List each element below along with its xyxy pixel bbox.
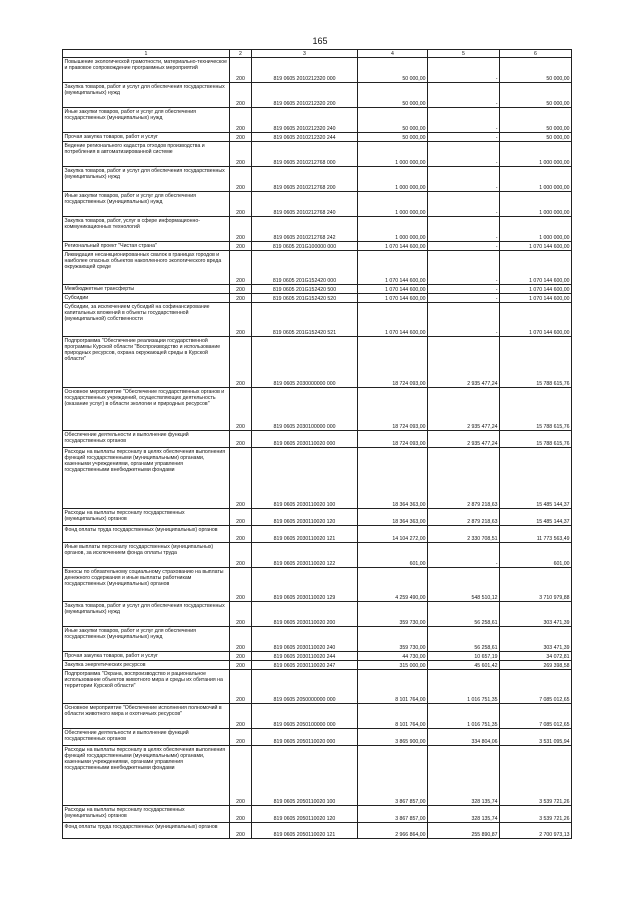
approved-amount: 1 070 144 600,00 [358, 251, 428, 285]
executed-amount: - [428, 294, 500, 303]
approved-amount: 3 865 900,00 [358, 729, 428, 746]
executed-amount: 2 330 708,51 [428, 526, 500, 543]
unexecuted-amount: 269 398,58 [500, 661, 572, 670]
row-name: Основное мероприятие "Обеспечение государственных органов и государственных учреждений, осуществляющих деятельность (оказание услуг) в области экологии и природных ресурсов" [63, 388, 230, 431]
table-row [63, 337, 572, 388]
budget-classification-code: 819 0605 2030100000 000 [252, 388, 358, 431]
table-row [63, 303, 572, 337]
executed-amount: - [428, 83, 500, 108]
table-row [63, 746, 572, 806]
approved-amount: 2 966 864,00 [358, 823, 428, 839]
line-code: 200 [230, 337, 252, 388]
line-code: 200 [230, 303, 252, 337]
executed-amount: 2 879 218,63 [428, 509, 500, 526]
line-code: 200 [230, 704, 252, 729]
budget-classification-code: 819 0605 2010212768 240 [252, 192, 358, 217]
executed-amount: 255 890,87 [428, 823, 500, 839]
executed-amount: - [428, 242, 500, 251]
budget-classification-code: 819 0605 2010212768 200 [252, 167, 358, 192]
approved-amount: 359 730,00 [358, 627, 428, 652]
row-name: Фонд оплаты труда государственных (муниципальных) органов [63, 526, 230, 543]
budget-classification-code: 819 0605 2010212320 000 [252, 58, 358, 83]
approved-amount: 50 000,00 [358, 108, 428, 133]
unexecuted-amount: 11 773 563,49 [500, 526, 572, 543]
line-code: 200 [230, 285, 252, 294]
table-row [63, 670, 572, 704]
line-code: 200 [230, 431, 252, 448]
line-code: 200 [230, 242, 252, 251]
executed-amount: - [428, 217, 500, 242]
row-name: Повышение экологической грамотности, материально-техническое и правовое сопровождение программных мероприятий [63, 58, 230, 83]
approved-amount: 50 000,00 [358, 133, 428, 142]
unexecuted-amount: 303 471,39 [500, 627, 572, 652]
executed-amount: 56 258,61 [428, 627, 500, 652]
unexecuted-amount: 50 000,00 [500, 133, 572, 142]
row-name: Иные закупки товаров, работ и услуг для обеспечения государственных (муниципальных) нужд [63, 192, 230, 217]
row-name: Региональный проект "Чистая страна" [63, 242, 230, 251]
approved-amount: 18 724 093,00 [358, 388, 428, 431]
budget-classification-code: 819 0605 201G152420 000 [252, 251, 358, 285]
unexecuted-amount: 15 788 615,76 [500, 337, 572, 388]
executed-amount: 328 135,74 [428, 806, 500, 823]
table-row [63, 388, 572, 431]
approved-amount: 1 070 144 600,00 [358, 242, 428, 251]
unexecuted-amount: 34 072,81 [500, 652, 572, 661]
unexecuted-amount: 15 485 144,37 [500, 448, 572, 509]
unexecuted-amount: 3 539 721,26 [500, 806, 572, 823]
unexecuted-amount: 50 000,00 [500, 83, 572, 108]
table-row [63, 83, 572, 108]
line-code: 200 [230, 58, 252, 83]
table-row [63, 568, 572, 602]
budget-classification-code: 819 0605 2010212768 242 [252, 217, 358, 242]
approved-amount: 50 000,00 [358, 58, 428, 83]
table-row [63, 543, 572, 568]
column-header: 2 [230, 50, 252, 58]
approved-amount: 14 104 272,00 [358, 526, 428, 543]
table-row [63, 627, 572, 652]
table-row [63, 242, 572, 251]
approved-amount: 1 000 000,00 [358, 167, 428, 192]
budget-classification-code: 819 0605 2030110020 120 [252, 509, 358, 526]
line-code: 200 [230, 526, 252, 543]
unexecuted-amount: 1 000 000,00 [500, 167, 572, 192]
unexecuted-amount: 3 531 095,94 [500, 729, 572, 746]
budget-classification-code: 819 0605 2050100000 000 [252, 704, 358, 729]
column-header: 6 [500, 50, 572, 58]
unexecuted-amount: 7 085 012,65 [500, 670, 572, 704]
line-code: 200 [230, 388, 252, 431]
line-code: 200 [230, 806, 252, 823]
budget-classification-code: 819 0605 201G100000 000 [252, 242, 358, 251]
executed-amount: - [428, 251, 500, 285]
budget-classification-code: 819 0605 2030110020 000 [252, 431, 358, 448]
budget-classification-code: 819 0605 2030110020 240 [252, 627, 358, 652]
row-name: Фонд оплаты труда государственных (муниципальных) органов [63, 823, 230, 839]
table-row [63, 661, 572, 670]
approved-amount: 315 000,00 [358, 661, 428, 670]
unexecuted-amount: 15 788 615,76 [500, 431, 572, 448]
executed-amount: - [428, 167, 500, 192]
table-row [63, 192, 572, 217]
table-row [63, 133, 572, 142]
row-name: Иные закупки товаров, работ и услуг для обеспечения государственных (муниципальных) нужд [63, 108, 230, 133]
row-name: Подпрограмма "Охрана, воспроизводство и рациональное использование объектов животного мира и среды их обитания на территории Курской области" [63, 670, 230, 704]
row-name: Межбюджетные трансферты [63, 285, 230, 294]
table-row [63, 217, 572, 242]
row-name: Иные закупки товаров, работ и услуг для обеспечения государственных (муниципальных) нужд [63, 627, 230, 652]
row-name: Закупка товаров, работ и услуг для обеспечения государственных (муниципальных) нужд [63, 83, 230, 108]
row-name: Субсидии [63, 294, 230, 303]
budget-classification-code: 819 0605 2030110020 247 [252, 661, 358, 670]
unexecuted-amount: 601,00 [500, 543, 572, 568]
table-row [63, 602, 572, 627]
approved-amount: 3 867 857,00 [358, 746, 428, 806]
row-name: Расходы на выплаты персоналу государственных (муниципальных) органов [63, 509, 230, 526]
line-code: 200 [230, 627, 252, 652]
unexecuted-amount: 50 000,00 [500, 108, 572, 133]
unexecuted-amount: 1 070 144 600,00 [500, 285, 572, 294]
approved-amount: 18 724 093,00 [358, 431, 428, 448]
table-row [63, 526, 572, 543]
row-name: Закупка товаров, работ и услуг для обеспечения государственных (муниципальных) нужд [63, 167, 230, 192]
row-name: Обеспечение деятельности и выполнение функций государственных органов [63, 729, 230, 746]
executed-amount: 2 935 477,24 [428, 388, 500, 431]
line-code: 200 [230, 294, 252, 303]
table-row [63, 285, 572, 294]
budget-classification-code: 819 0605 2050110020 100 [252, 746, 358, 806]
table-row [63, 108, 572, 133]
unexecuted-amount: 7 085 012,65 [500, 704, 572, 729]
approved-amount: 18 364 363,00 [358, 509, 428, 526]
executed-amount: - [428, 543, 500, 568]
executed-amount: 334 804,06 [428, 729, 500, 746]
row-name: Подпрограмма "Обеспечение реализации государственной программы Курской области "Воспроизводство и использование природных ресурсов, охрана окружающей среды в Курской области" [63, 337, 230, 388]
executed-amount: 45 601,42 [428, 661, 500, 670]
budget-classification-code: 819 0605 2050000000 000 [252, 670, 358, 704]
line-code: 200 [230, 83, 252, 108]
executed-amount: - [428, 108, 500, 133]
line-code: 200 [230, 661, 252, 670]
approved-amount: 50 000,00 [358, 83, 428, 108]
executed-amount: 56 258,61 [428, 602, 500, 627]
approved-amount: 8 101 764,00 [358, 670, 428, 704]
table-row [63, 652, 572, 661]
unexecuted-amount: 1 000 000,00 [500, 217, 572, 242]
approved-amount: 1 070 144 600,00 [358, 303, 428, 337]
executed-amount: 2 935 477,24 [428, 431, 500, 448]
table-row [63, 729, 572, 746]
line-code: 200 [230, 729, 252, 746]
executed-amount: 2 879 218,63 [428, 448, 500, 509]
approved-amount: 601,00 [358, 543, 428, 568]
unexecuted-amount: 1 070 144 600,00 [500, 242, 572, 251]
table-row [63, 58, 572, 83]
column-number-row [63, 50, 572, 58]
budget-classification-code: 819 0605 2050110020 121 [252, 823, 358, 839]
line-code: 200 [230, 652, 252, 661]
executed-amount: 548 510,12 [428, 568, 500, 602]
unexecuted-amount: 1 070 144 600,00 [500, 251, 572, 285]
approved-amount: 18 364 363,00 [358, 448, 428, 509]
row-name: Ведение регионального кадастра отходов производства и потребления в автоматизированной системе [63, 142, 230, 167]
executed-amount: - [428, 133, 500, 142]
budget-classification-code: 819 0605 2050110020 000 [252, 729, 358, 746]
row-name: Закупка энергетических ресурсов [63, 661, 230, 670]
executed-amount: 328 135,74 [428, 746, 500, 806]
table-row [63, 448, 572, 509]
line-code: 200 [230, 192, 252, 217]
line-code: 200 [230, 823, 252, 839]
line-code: 200 [230, 746, 252, 806]
line-code: 200 [230, 543, 252, 568]
budget-classification-code: 819 0605 201G152420 500 [252, 285, 358, 294]
row-name: Ликвидация несанкционированных свалок в границах городов и наиболее опасных объектов накопленного экологического вреда окружающей среде [63, 251, 230, 285]
line-code: 200 [230, 167, 252, 192]
executed-amount: 1 016 751,35 [428, 704, 500, 729]
approved-amount: 18 724 093,00 [358, 337, 428, 388]
row-name: Взносы по обязательному социальному страхованию на выплаты денежного содержания и иные выплаты работникам государственных (муниципальных) органов [63, 568, 230, 602]
table-row [63, 251, 572, 285]
budget-execution-table [62, 49, 572, 839]
budget-classification-code: 819 0605 2010212320 200 [252, 83, 358, 108]
budget-classification-code: 819 0605 2050110020 120 [252, 806, 358, 823]
row-name: Закупка товаров, работ и услуг для обеспечения государственных (муниципальных) нужд [63, 602, 230, 627]
line-code: 200 [230, 108, 252, 133]
row-name: Прочая закупка товаров, работ и услуг [63, 133, 230, 142]
approved-amount: 44 730,00 [358, 652, 428, 661]
approved-amount: 1 000 000,00 [358, 192, 428, 217]
table-row [63, 509, 572, 526]
table-row [63, 294, 572, 303]
table-row [63, 823, 572, 839]
budget-classification-code: 819 0605 201G152420 521 [252, 303, 358, 337]
budget-classification-code: 819 0605 2010212320 244 [252, 133, 358, 142]
unexecuted-amount: 3 710 979,88 [500, 568, 572, 602]
executed-amount: - [428, 192, 500, 217]
unexecuted-amount: 1 070 144 600,00 [500, 294, 572, 303]
approved-amount: 1 000 000,00 [358, 217, 428, 242]
line-code: 200 [230, 509, 252, 526]
budget-classification-code: 819 0605 2030110020 200 [252, 602, 358, 627]
row-name: Закупка товаров, работ, услуг в сфере информационно-коммуникационных технологий [63, 217, 230, 242]
approved-amount: 1 070 144 600,00 [358, 285, 428, 294]
executed-amount: 1 016 751,35 [428, 670, 500, 704]
unexecuted-amount: 50 000,00 [500, 58, 572, 83]
unexecuted-amount: 1 070 144 600,00 [500, 303, 572, 337]
page-number: 165 [312, 36, 328, 46]
executed-amount: - [428, 58, 500, 83]
approved-amount: 1 070 144 600,00 [358, 294, 428, 303]
approved-amount: 359 730,00 [358, 602, 428, 627]
line-code: 200 [230, 602, 252, 627]
line-code: 200 [230, 133, 252, 142]
unexecuted-amount: 1 000 000,00 [500, 192, 572, 217]
unexecuted-amount: 15 485 144,37 [500, 509, 572, 526]
unexecuted-amount: 3 539 721,26 [500, 746, 572, 806]
column-header: 1 [63, 50, 230, 58]
line-code: 200 [230, 251, 252, 285]
column-header: 3 [252, 50, 358, 58]
approved-amount: 3 867 857,00 [358, 806, 428, 823]
budget-classification-code: 819 0605 2010212768 000 [252, 142, 358, 167]
budget-classification-code: 819 0605 2010212320 240 [252, 108, 358, 133]
unexecuted-amount: 303 471,39 [500, 602, 572, 627]
unexecuted-amount: 15 788 615,76 [500, 388, 572, 431]
row-name: Обеспечение деятельности и выполнение функций государственных органов [63, 431, 230, 448]
line-code: 200 [230, 568, 252, 602]
table-row [63, 806, 572, 823]
budget-classification-code: 819 0605 2030110020 100 [252, 448, 358, 509]
budget-classification-code: 819 0605 2030110020 129 [252, 568, 358, 602]
budget-classification-code: 819 0605 2030000000 000 [252, 337, 358, 388]
line-code: 200 [230, 217, 252, 242]
row-name: Прочая закупка товаров, работ и услуг [63, 652, 230, 661]
row-name: Субсидии, за исключением субсидий на софинансирование капитальных вложений в объекты государственной (муниципальной) собственности [63, 303, 230, 337]
executed-amount: - [428, 285, 500, 294]
column-header: 4 [358, 50, 428, 58]
executed-amount: - [428, 142, 500, 167]
table-row [63, 167, 572, 192]
table-row [63, 704, 572, 729]
row-name: Расходы на выплаты персоналу в целях обеспечения выполнения функций государственными (муниципальными) органами, казенными учреждениями, органами управления государственными внебюджетными фондами [63, 448, 230, 509]
executed-amount: - [428, 303, 500, 337]
approved-amount: 4 259 490,00 [358, 568, 428, 602]
executed-amount: 10 657,19 [428, 652, 500, 661]
column-header: 5 [428, 50, 500, 58]
line-code: 200 [230, 448, 252, 509]
budget-classification-code: 819 0605 2030110020 122 [252, 543, 358, 568]
line-code: 200 [230, 670, 252, 704]
budget-classification-code: 819 0605 201G152420 520 [252, 294, 358, 303]
executed-amount: 2 935 477,24 [428, 337, 500, 388]
row-name: Иные выплаты персоналу государственных (муниципальных) органов, за исключением фонда оплаты труда [63, 543, 230, 568]
budget-classification-code: 819 0605 2030110020 121 [252, 526, 358, 543]
row-name: Расходы на выплаты персоналу государственных (муниципальных) органов [63, 806, 230, 823]
table-row [63, 142, 572, 167]
unexecuted-amount: 1 000 000,00 [500, 142, 572, 167]
row-name: Расходы на выплаты персоналу в целях обеспечения выполнения функций государственными (муниципальными) органами, казенными учреждениями, органами управления государственными внебюджетными фондами [63, 746, 230, 806]
row-name: Основное мероприятие "Обеспечение исполнения полномочий в области животного мира и охотничьих ресурсов" [63, 704, 230, 729]
unexecuted-amount: 2 700 973,13 [500, 823, 572, 839]
approved-amount: 1 000 000,00 [358, 142, 428, 167]
table-row [63, 431, 572, 448]
budget-classification-code: 819 0605 2030110020 244 [252, 652, 358, 661]
line-code: 200 [230, 142, 252, 167]
approved-amount: 8 101 764,00 [358, 704, 428, 729]
